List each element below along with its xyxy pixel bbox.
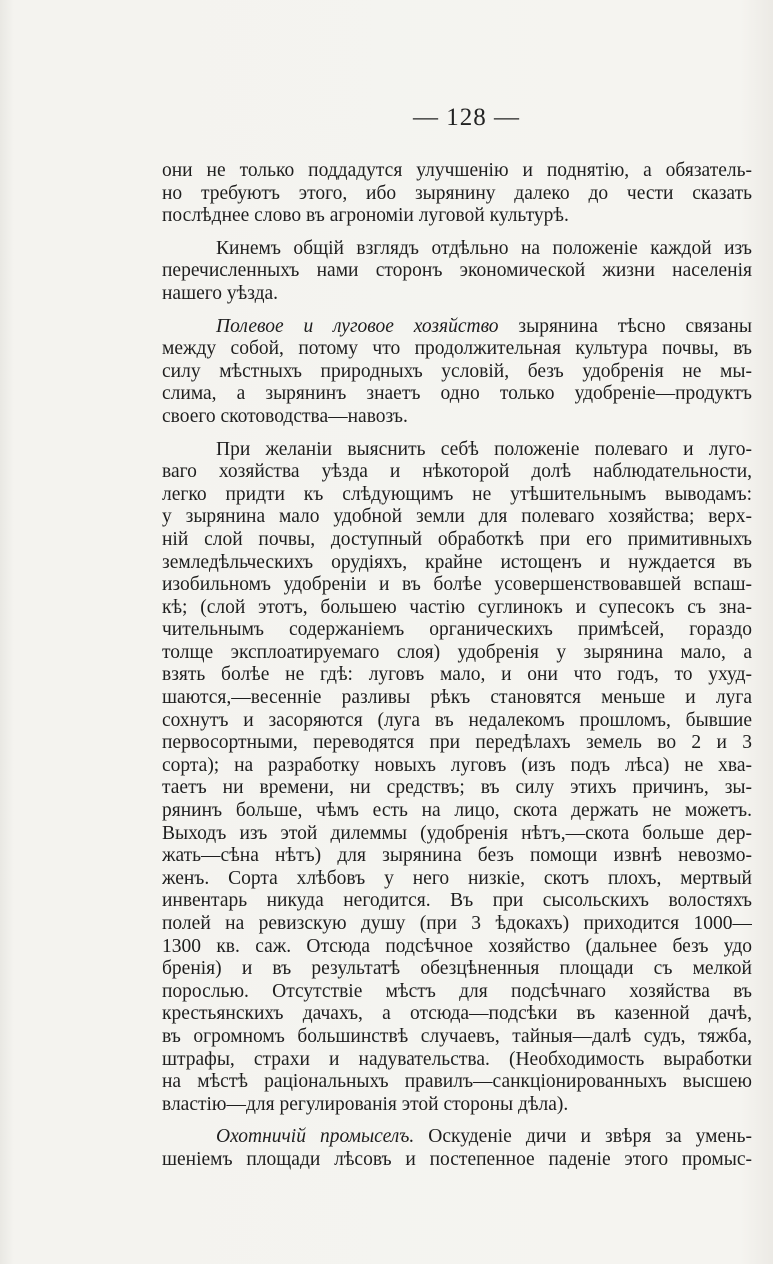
text-line: взять болѣе не гдѣ: луговъ мало, и они что годъ, то ухуд- (162, 664, 752, 686)
text-line: нашего уѣзда. (162, 282, 279, 304)
text-line: на мѣстѣ раціональныхъ правилъ—санкціонированныхъ высшею (162, 1071, 752, 1093)
text-line: своего скотоводства—навозъ. (162, 405, 408, 427)
text-line: женъ. Сорта хлѣбовъ у него низкіе, скотъ плохъ, мертвый (162, 867, 752, 889)
text-line: силу мѣстныхъ природныхъ условій, безъ удобренія не мы- (162, 360, 752, 382)
text-line: полей на ревизскую душу (при 3 ѣдокахъ) приходится 1000— (162, 913, 752, 934)
text-line: порослью. Отсутствіе мѣстъ для подсѣчнаго хозяйства въ (162, 980, 752, 1002)
text-line (162, 316, 752, 339)
text-line: сохнутъ и засоряются (луга въ недалекомъ прошломъ, бывшие (162, 709, 752, 731)
text-line: крестьянскихъ дачахъ, а отсюда—подсѣки въ казенной дачѣ, (162, 1003, 752, 1025)
text-line: толще эксплоатируемаго слоя) удобренія у зырянина мало, а (162, 641, 752, 663)
section-heading: Полевое и луговое хозяйство (216, 315, 499, 337)
text-run: зырянина тѣсно связаны (498, 315, 752, 337)
paragraph (162, 1126, 752, 1171)
text-line: Кинемъ общій взглядъ отдѣльно на положеніе каждой изъ (216, 237, 752, 259)
text-line: они не только поддадутся улучшенію и поднятію, а обязатель- (162, 160, 752, 181)
text-line: инвентарь никуда негодится. Въ при сысольскихъ волостяхъ (162, 890, 752, 912)
text-line: земледѣльческихъ орудіяхъ, крайне истощенъ и нуждается въ (162, 551, 752, 573)
text-line (162, 1126, 752, 1149)
text-line: таетъ ни времени, ни средствъ; въ силу этихъ причинъ, зы- (162, 777, 752, 799)
text-line: штрафы, страхи и надувательства. (Необходимость выработки (162, 1048, 752, 1070)
section-heading: Охотничій промыселъ. (216, 1126, 415, 1148)
text-line: сорта); на разработку новыхъ луговъ (изъ подъ лѣса) не хва- (162, 754, 752, 776)
text-line: шеніемъ площади лѣсовъ и постепенное паденіе этого промыс- (162, 1148, 752, 1170)
text-line: первосортными, переводятся при передѣлахъ земель во 2 и 3 (162, 732, 752, 754)
text-line: послѣднее слово въ агрономіи луговой культурѣ. (162, 205, 569, 227)
text-line: При желаніи выяснить себѣ положеніе полеваго и луго- (216, 438, 752, 460)
text-line: чительнымъ содержаніемъ органическихъ примѣсей, гораздо (162, 619, 752, 641)
text-line: рянинъ больше, чѣмъ есть на лицо, скота держать не можетъ. (162, 800, 752, 822)
text-line: слима, а зырянинъ знаетъ одно только удобреніе—продуктъ (162, 383, 752, 405)
paragraph (162, 160, 752, 228)
text-line: изобильномъ удобреніи и въ болѣе усовершенствовавшей вспаш- (162, 574, 752, 596)
text-line: перечисленныхъ нами сторонъ экономической жизни населенія (162, 260, 752, 282)
paragraph (162, 238, 752, 306)
text-line: кѣ; (слой этотъ, большею частію суглинокъ и супесокъ съ зна- (162, 596, 752, 618)
text-line: 1300 кв. саж. Отсюда подсѣчное хозяйство (дальнее безъ удо (162, 935, 752, 957)
page-number: — 128 — (413, 104, 520, 131)
text-line: бренія) и въ результатѣ обезцѣненныя площади съ мелкой (162, 958, 752, 980)
text-run: Оскуденіе дичи и звѣря за умень- (414, 1126, 752, 1148)
text-line: легко придти къ слѣдующимъ не утѣшительнымъ выводамъ: (162, 483, 752, 505)
paragraph (162, 316, 752, 429)
text-line: между собой, потому что продолжительная культура почвы, въ (162, 338, 752, 360)
text-line: ній слой почвы, доступный обработкѣ при его примитивныхъ (162, 528, 752, 550)
text-line: властію—для регулированія этой стороны дѣла). (162, 1093, 569, 1115)
text-line: но требуютъ этого, ибо зырянину далеко до чести сказать (162, 182, 752, 204)
text-line: шаются,—весенніе разливы рѣкъ становятся меньше и луга (162, 687, 752, 709)
body-text (162, 160, 752, 1172)
text-line: Выходъ изъ этой дилеммы (удобренія нѣтъ,—скота больше дер- (162, 822, 752, 844)
text-line: у зырянина мало удобной земли для полеваго хозяйства; верх- (162, 506, 752, 528)
text-line: ваго хозяйства уѣзда и нѣкоторой долѣ наблюдательности, (162, 461, 752, 483)
text-line: въ огромномъ большинствѣ случаевъ, тайныя—далѣ судъ, тяжба, (162, 1025, 752, 1047)
paragraph (162, 439, 752, 1117)
text-line: жать—сѣна нѣтъ) для зырянина безъ помощи извнѣ невозмо- (162, 845, 752, 867)
